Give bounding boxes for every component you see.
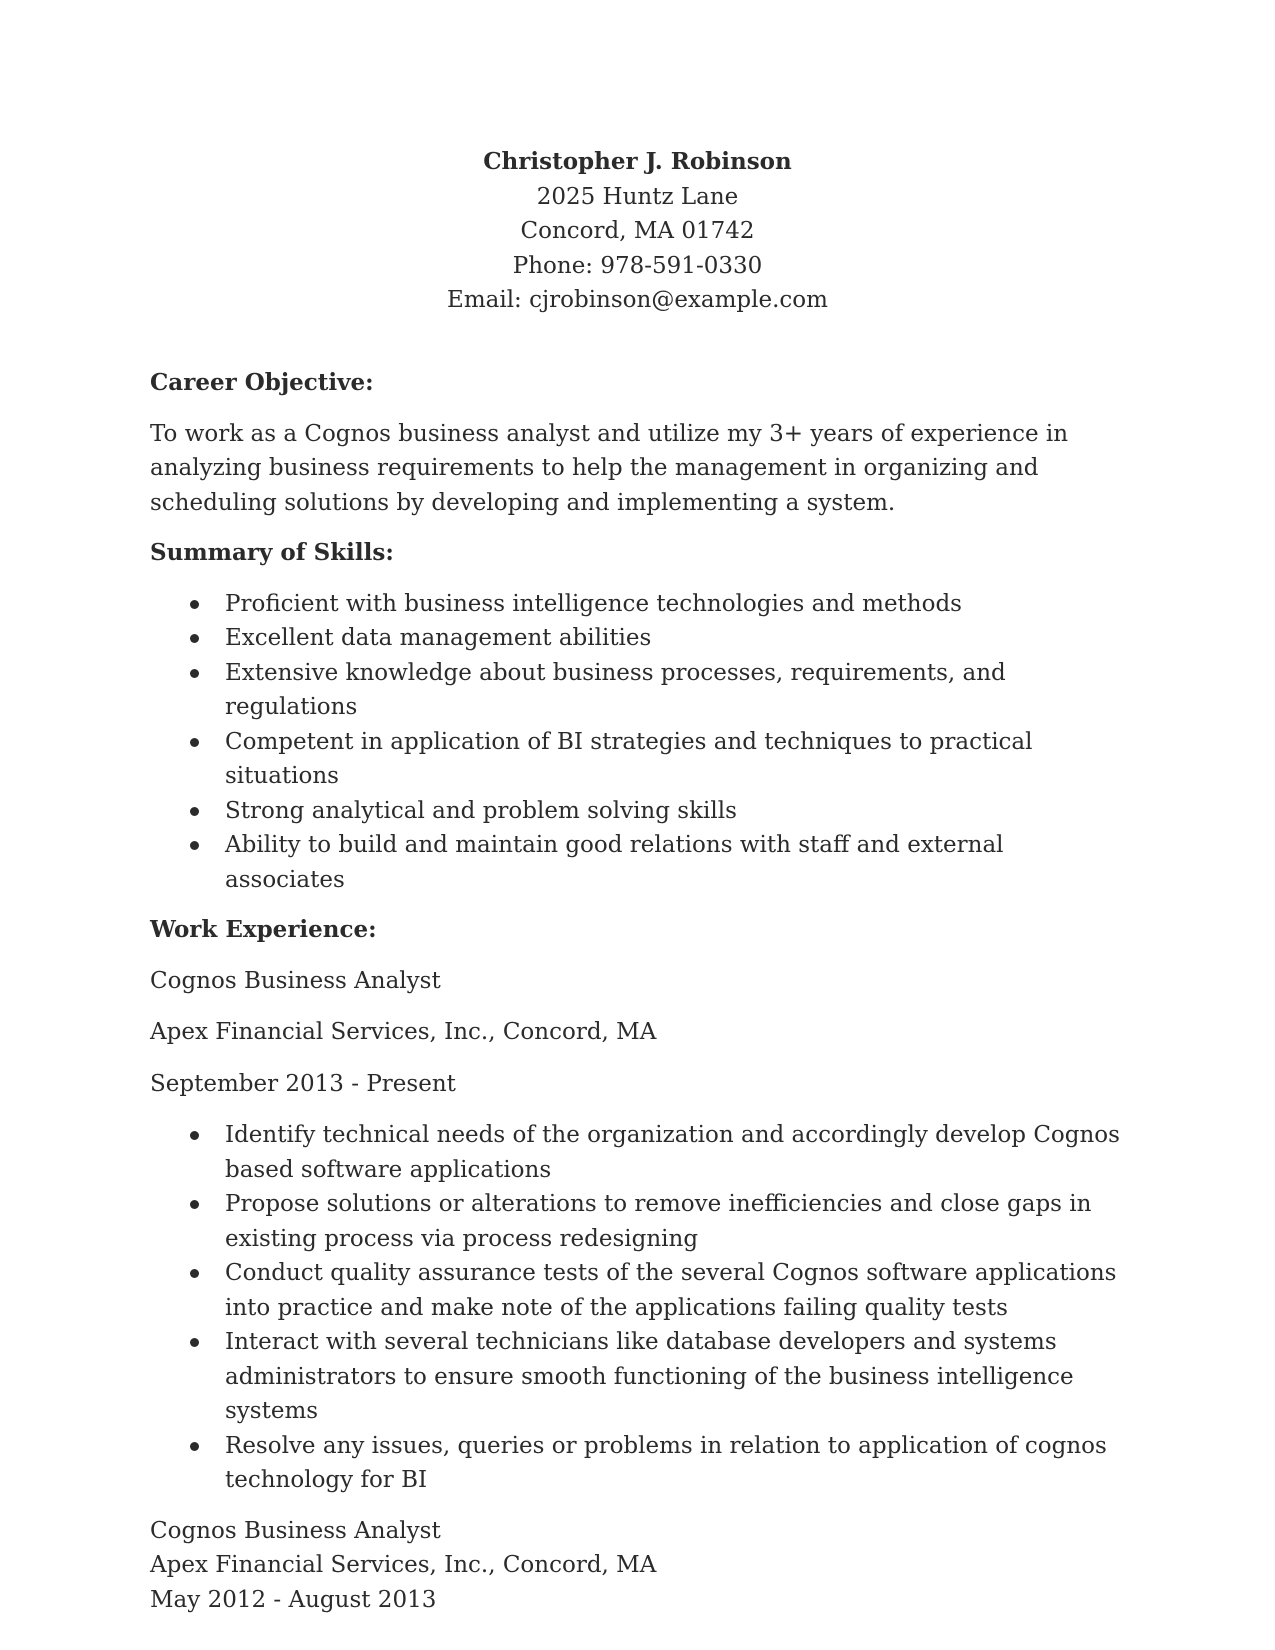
bullet-icon <box>190 1269 199 1278</box>
skill-item: Proficient with business intelligence technologies and methods <box>150 587 1130 622</box>
bullet-icon <box>190 1200 199 1209</box>
address-line-2: Concord, MA 01742 <box>520 218 755 244</box>
duty-item: Interact with several technicians like database developers and systems administrators to ensure smooth functioning of the business intelligence systems <box>150 1325 1130 1429</box>
objective-text: To work as a Cognos business analyst and utilize my 3+ years of experience in analyzing business requirements to help the management in organizing and scheduling solutions by developing and implementing a system. <box>150 420 1069 516</box>
experience-heading: Work Experience: <box>150 916 377 943</box>
duty-item: Resolve any issues, queries or problems in relation to application of cognos technology for BI <box>150 1429 1130 1498</box>
job-dates: September 2013 - Present <box>150 1070 456 1097</box>
bullet-icon <box>190 841 199 850</box>
bullet-icon <box>190 1131 199 1140</box>
duty-item: Propose solutions or alterations to remove inefficiencies and close gaps in existing process via process redesigning <box>150 1187 1130 1256</box>
skill-item: Ability to build and maintain good relations with staff and external associates <box>150 828 1130 897</box>
resume-body <box>150 366 1130 1617</box>
job-entry-1 <box>150 964 1130 1498</box>
job-company: Apex Financial Services, Inc., Concord, MA <box>150 1552 657 1578</box>
bullet-icon <box>190 738 199 747</box>
candidate-name: Christopher J. Robinson <box>483 148 792 175</box>
duty-item: Conduct quality assurance tests of the several Cognos software applications into practice and make note of the applications failing quality tests <box>150 1256 1130 1325</box>
objective-heading: Career Objective: <box>150 369 374 396</box>
job-entry-2 <box>150 1514 1130 1618</box>
skill-item: Excellent data management abilities <box>150 621 1130 656</box>
duty-item: Identify technical needs of the organization and accordingly develop Cognos based software applications <box>150 1118 1130 1187</box>
skill-item: Strong analytical and problem solving skills <box>150 794 1130 829</box>
bullet-icon <box>190 1338 199 1347</box>
contact-header <box>0 145 1275 318</box>
job-title: Cognos Business Analyst <box>150 1517 441 1544</box>
bullet-icon <box>190 669 199 678</box>
skill-item: Competent in application of BI strategies and techniques to practical situations <box>150 725 1130 794</box>
bullet-icon <box>190 807 199 816</box>
skill-item: Extensive knowledge about business processes, requirements, and regulations <box>150 656 1130 725</box>
skills-list <box>150 587 1130 898</box>
job-title: Cognos Business Analyst <box>150 967 441 994</box>
job-duties-list <box>150 1118 1130 1498</box>
job-dates: May 2012 - August 2013 <box>150 1586 437 1613</box>
skills-heading: Summary of Skills: <box>150 539 394 566</box>
phone-number: Phone: 978-591-0330 <box>512 252 763 279</box>
job-company: Apex Financial Services, Inc., Concord, MA <box>150 1019 657 1045</box>
bullet-icon <box>190 600 199 609</box>
address-line-1: 2025 Huntz Lane <box>536 183 739 210</box>
email-address: Email: cjrobinson@example.com <box>447 287 828 313</box>
bullet-icon <box>190 634 199 643</box>
bullet-icon <box>190 1442 199 1451</box>
